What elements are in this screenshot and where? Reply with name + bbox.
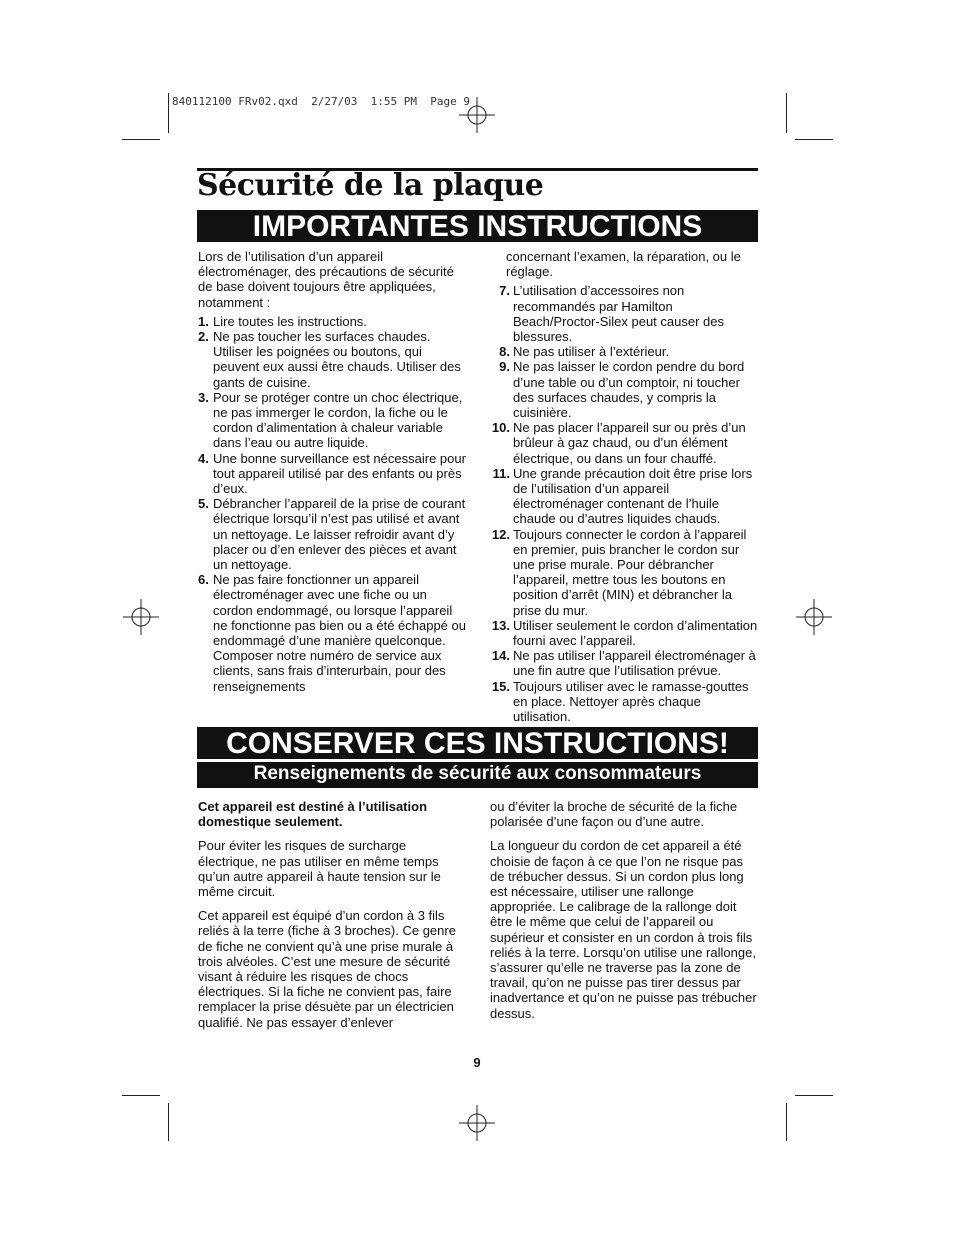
item-number: 1.: [198, 313, 209, 329]
list-item: [490, 648, 758, 678]
list-item: [490, 344, 758, 359]
item-number: 2.: [198, 329, 209, 345]
important-instructions-banner: IMPORTANTES INSTRUCTIONS: [197, 210, 758, 242]
item-number: 14.: [491, 648, 510, 664]
overload-paragraph: Pour éviter les risques de surcharge électrique, ne pas utiliser en même temps qu’un autre appareil à haute tension sur le même circuit.: [198, 838, 441, 900]
item-text: Utiliser seulement le cordon d’alimentation fourni avec l’appareil.: [513, 617, 758, 649]
item-text: Lire toutes les instructions.: [213, 313, 367, 329]
safeguards-column-left: [198, 249, 468, 694]
file-slug: 840112100 FRv02.qxd 2/27/03 1:55 PM Page 9: [172, 95, 471, 108]
registration-mark-icon: [459, 97, 495, 133]
item-text: Une bonne surveillance est nécessaire pour tout appareil utilisé par des enfants ou près d’eux.: [213, 450, 466, 497]
item-6-continued: concernant l’examen, la réparation, ou le réglage.: [506, 249, 741, 280]
item-text: Ne pas utiliser à l’extérieur.: [513, 344, 670, 360]
item-number: 6.: [198, 572, 209, 588]
consumer-safety-banner: Renseignements de sécurité aux consommateurs: [197, 762, 758, 788]
item-number: 5.: [198, 496, 209, 512]
list-item: [198, 390, 468, 451]
item-number: 7.: [499, 283, 510, 299]
crop-mark: [168, 93, 169, 133]
item-number: 8.: [499, 344, 510, 360]
item-text: Une grande précaution doit être prise lors de l’utilisation d’un appareil électroménager contenant de l’huile chaude ou d’autres liquides chauds.: [513, 465, 753, 527]
crop-mark: [795, 1095, 833, 1096]
list-item: [490, 466, 758, 527]
registration-mark-icon: [796, 599, 832, 635]
crop-mark: [122, 139, 160, 140]
item-text: Débrancher l’appareil de la prise de courant électrique lorsqu’il n’est pas utilisé et avant un nettoyage. Le laisser refroidir avant d’y placer ou d’en enlever des pièces et avant un nettoyage.: [213, 496, 466, 573]
safeguards-list-left: [198, 314, 468, 694]
crop-mark: [795, 139, 833, 140]
consumer-info-column-right: [490, 799, 758, 1030]
item-number: 4.: [198, 450, 209, 466]
safeguards-column-right: [490, 249, 758, 724]
list-item: [490, 527, 758, 618]
cord-length-paragraph: La longueur du cordon de cet appareil a été choisie de façon à ce que l’on ne risque pas de trébucher dessus. Si un cordon plus long est nécessaire, utiliser une rallonge appropriée. Le calibrage de la rallonge doit être le même que celui de l’appareil ou supérieur et consister en un cordon à trois fils reliés à la terre. Lorsqu’on utilise une rallonge, s’assurer qu’elle ne traverse pas la zone de travail, qu’on ne puisse pas tirer dessus par inadvertance et qu’on ne puisse pas trébucher dessus.: [490, 838, 757, 1021]
registration-mark-icon: [123, 599, 159, 635]
item-text: Pour se protéger contre un choc électrique, ne pas immerger le cordon, la fiche ou le cordon d’alimentation à chaleur variable dans l’eau ou autre liquide.: [213, 389, 463, 451]
list-item: [490, 420, 758, 466]
save-instructions-banner: CONSERVER CES INSTRUCTIONS!: [197, 727, 758, 759]
household-use-lead: Cet appareil est destiné à l’utilisation domestique seulement.: [198, 799, 428, 830]
item-number: 13.: [491, 617, 510, 633]
crop-mark: [786, 93, 787, 133]
item-number: 10.: [491, 420, 510, 436]
list-item: [490, 679, 758, 725]
grounded-plug-paragraph: Cet appareil est équipé d’un cordon à 3 fils reliés à la terre (fiche à 3 broches). Ce genre de fiche ne convient qu’à une prise murale à trois alvéoles. C’est une mesure de sécurité visant à réduire les risques de chocs électriques. Si la fiche ne convient pas, faire remplacer la prise désuète par un électricien qualifié. Ne pas essayer d’enlever: [198, 908, 456, 1030]
safeguards-list-right: [490, 283, 758, 724]
page-number: 9: [473, 1055, 481, 1070]
list-item: [490, 359, 758, 420]
item-text: Ne pas faire fonctionner un appareil électroménager avec une fiche ou un cordon endommagé, ou lorsque l’appareil ne fonctionne pas bien ou a été échappé ou endommagé d’une manière quelconque. Composer notre numéro de service aux clients, sans frais d’interurbain, pour des renseignements: [213, 572, 466, 694]
crop-mark: [122, 1095, 160, 1096]
crop-mark: [168, 1103, 169, 1141]
consumer-info-column-left: [198, 799, 468, 1039]
list-item: [490, 618, 758, 648]
page-title: Sécurité de la plaque: [197, 168, 544, 203]
item-text: Ne pas laisser le cordon pendre du bord d’une table ou d’un comptoir, ni toucher des surfaces chaudes, y compris la cuisinière.: [513, 359, 745, 421]
list-item: [198, 496, 468, 572]
list-item: [198, 329, 468, 390]
item-number: 11.: [492, 465, 510, 481]
registration-mark-icon: [459, 1105, 495, 1141]
item-number: 9.: [499, 359, 510, 375]
item-number: 3.: [198, 389, 209, 405]
crop-mark: [786, 1103, 787, 1141]
intro-text: Lors de l’utilisation d’un appareil électroménager, des précautions de sécurité de base doivent toujours être appliquées, notamment :: [198, 249, 454, 310]
item-text: L’utilisation d’accessoires non recommandés par Hamilton Beach/Proctor-Silex peut causer des blessures.: [513, 283, 724, 345]
item-text: Ne pas toucher les surfaces chaudes. Utiliser les poignées ou boutons, qui peuvent eux aussi être chauds. Utiliser des gants de cuisine.: [213, 329, 461, 390]
item-number: 15.: [491, 678, 510, 694]
list-item: [198, 451, 468, 497]
item-number: 12.: [491, 526, 510, 542]
list-item: [198, 314, 468, 329]
item-text: Toujours connecter le cordon à l’appareil en premier, puis brancher le cordon sur une prise murale. Pour débrancher l’appareil, mettre tous les boutons en position d’arrêt (MIN) et débrancher la prise du mur.: [513, 526, 747, 618]
item-text: Ne pas placer l’appareil sur ou près d’un brûleur à gaz chaud, ou d’un élément électrique, ou dans un four chauffé.: [513, 420, 746, 466]
item-text: Toujours utiliser avec le ramasse-gouttes en place. Nettoyer après chaque utilisation.: [513, 678, 749, 725]
item-text: Ne pas utiliser l’appareil électroménager à une fin autre que l’utilisation prévue.: [513, 648, 756, 679]
list-item: [490, 283, 758, 344]
list-item: [198, 572, 468, 694]
grounded-plug-continued: ou d’éviter la broche de sécurité de la fiche polarisée d’une façon ou d’une autre.: [490, 799, 738, 830]
